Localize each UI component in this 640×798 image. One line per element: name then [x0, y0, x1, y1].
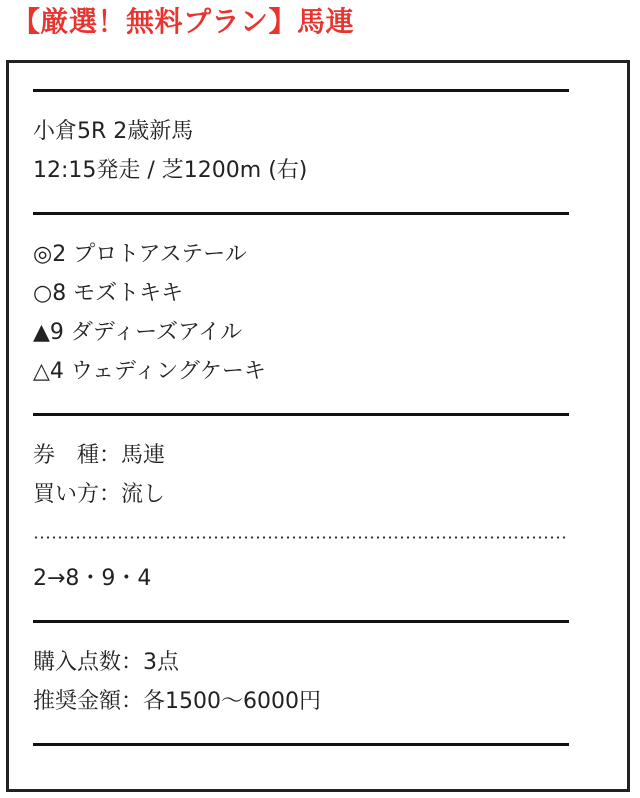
- divider-rule: [33, 743, 569, 746]
- ticket-method: 買い方：流し: [33, 482, 166, 507]
- purchase-amount: 推奨金額：各1500〜6000円: [33, 689, 321, 714]
- pick-renshita: △4 ウェディングケーキ: [33, 359, 266, 384]
- race-name: 小倉5R 2歳新馬: [33, 119, 194, 144]
- page-title: 【厳選！無料プラン】馬連: [12, 5, 355, 38]
- pick-taikou: ○8 モズトキキ: [33, 281, 184, 306]
- prediction-card: [6, 60, 630, 792]
- prediction-content: [33, 89, 573, 746]
- pick-tanana: ▲9 ダディーズアイル: [33, 320, 243, 345]
- purchase-points: 購入点数：3点: [33, 650, 179, 675]
- ticket-type: 券 種：馬連: [33, 443, 166, 468]
- pick-honmei: ◎2 プロトアステール: [33, 242, 247, 267]
- race-time-course: 12:15発走 / 芝1200m (右): [33, 158, 308, 183]
- ticket-combination: 2→8・9・4: [33, 566, 152, 591]
